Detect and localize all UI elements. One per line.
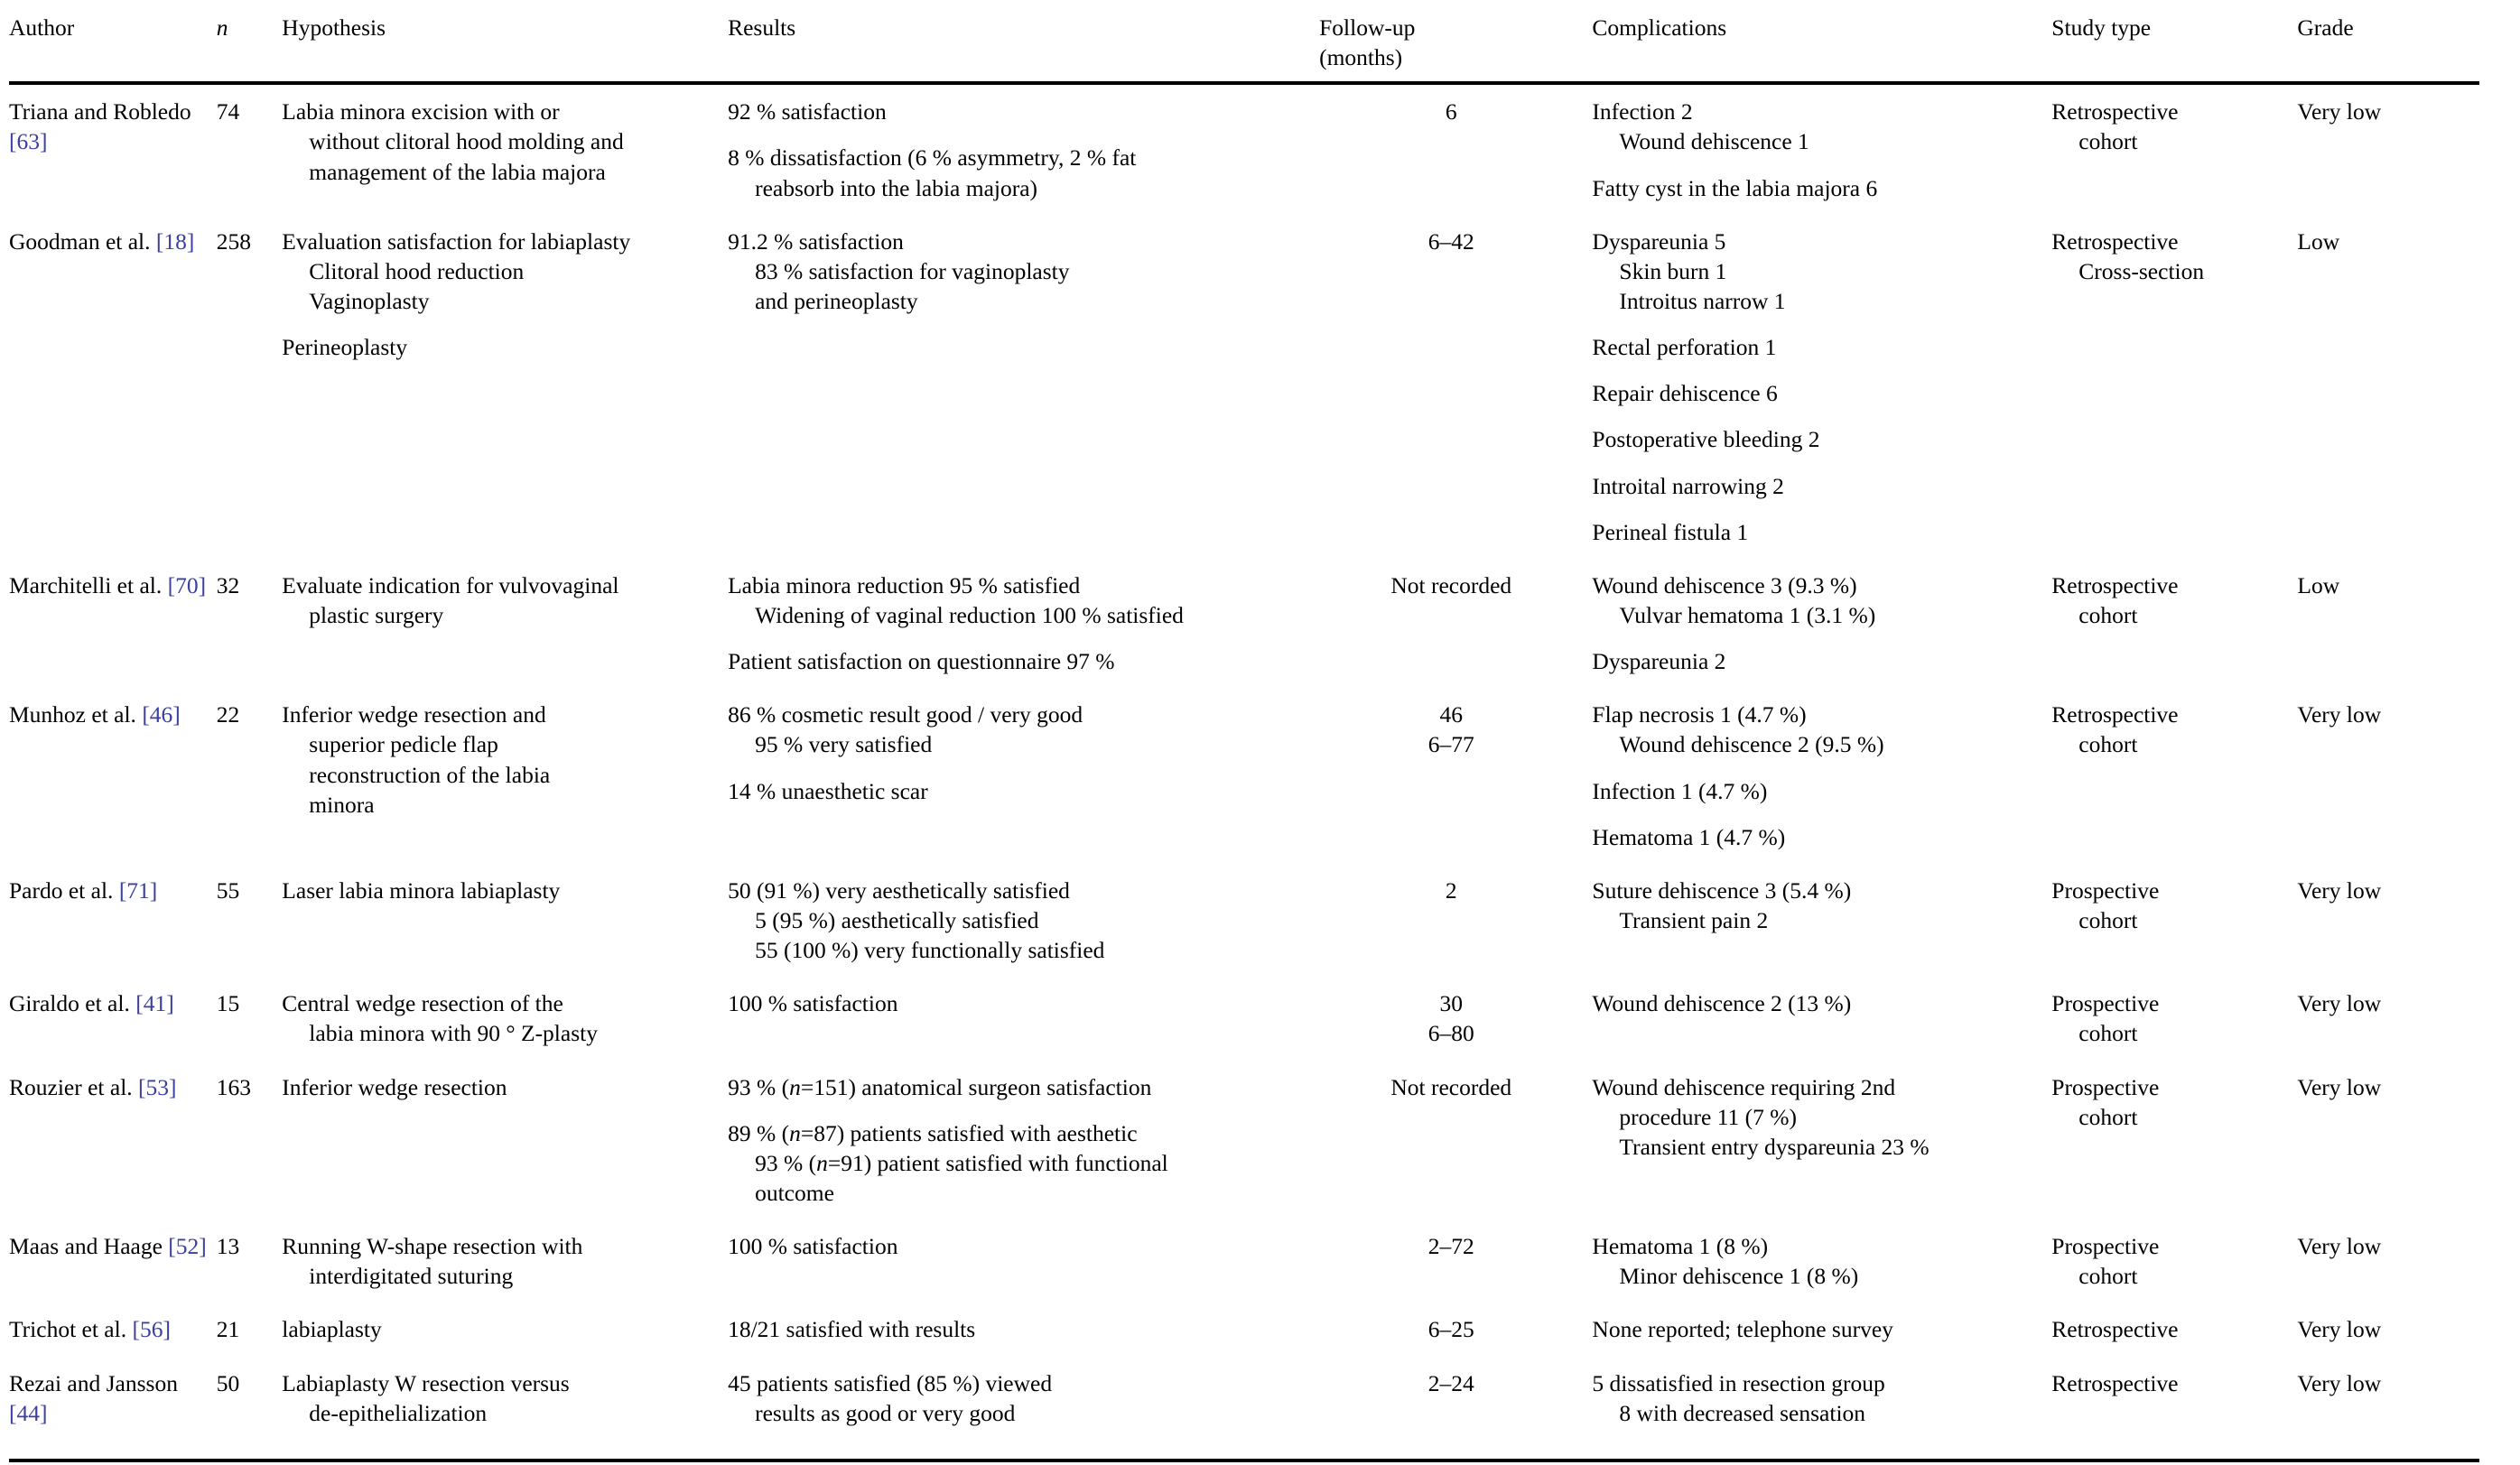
cell-study-type [2051, 1303, 2297, 1356]
results-group [728, 700, 1310, 759]
complications-group [1592, 646, 2042, 676]
cell-grade: Very low [2297, 1233, 2382, 1260]
complications-line: Dyspareunia 5 [1592, 227, 1726, 255]
followup-line: 6–42 [1427, 227, 1474, 255]
reference-link[interactable]: [46] [142, 701, 181, 728]
header-label-followup: Follow-up [1319, 14, 1416, 41]
n-italic: n [816, 1149, 828, 1176]
author-name: Rouzier et al. [9, 1073, 139, 1100]
cell-hypothesis [282, 83, 728, 214]
cell-grade: Very low [2297, 1357, 2479, 1460]
complications-group [1592, 1231, 2042, 1291]
header-label-hypothesis: Hypothesis [282, 14, 386, 41]
complications-group [1592, 97, 2042, 156]
cell-results [728, 977, 1319, 1060]
study-type-line: Retrospective [2051, 571, 2179, 598]
study-type-line: Prospective [2051, 876, 2160, 904]
results-group [728, 1118, 1310, 1208]
complications-group [1592, 570, 2042, 630]
cell-author [9, 688, 217, 864]
complications-line: Transient entry dyspareunia 23 % [1619, 1133, 1930, 1160]
study-type-line: Prospective [2051, 990, 2160, 1017]
cell-author [9, 1303, 217, 1356]
cell-author [9, 864, 217, 977]
cell-followup [1319, 1303, 1592, 1356]
table-body [9, 83, 2479, 1460]
complications-line: Repair dehiscence 6 [1592, 380, 1778, 407]
column-header-followup [1319, 0, 1592, 83]
study-type-line: Retrospective [2051, 227, 2179, 255]
results-line: 95 % very satisfied [755, 731, 933, 758]
table-row [9, 1357, 2479, 1460]
results-line: 50 (91 %) very aesthetically satisfied [728, 876, 1070, 904]
cell-grade: Very low [2297, 1073, 2382, 1100]
cell-sample-size: 258 [216, 227, 251, 255]
hypothesis-group [282, 1072, 719, 1102]
cell-sample-size: 55 [216, 876, 240, 904]
cell-results [728, 1357, 1319, 1460]
reference-link[interactable]: [52] [168, 1233, 207, 1260]
study-type-line: Cross-section [2078, 257, 2205, 284]
results-line: 86 % cosmetic result good / very good [728, 701, 1083, 728]
results-line: 5 (95 %) aesthetically satisfied [755, 906, 1039, 933]
study-type-line: cohort [2078, 601, 2138, 628]
cell-hypothesis [282, 215, 728, 559]
cell-complications [1592, 1357, 2051, 1460]
hypothesis-group [282, 876, 719, 905]
complications-group [1592, 776, 2042, 806]
hypothesis-line: Labiaplasty W resection versus [282, 1369, 570, 1396]
cell-results [728, 1303, 1319, 1356]
column-header-study-type [2051, 0, 2297, 83]
followup-line: 6–25 [1427, 1316, 1474, 1343]
study-type-line: cohort [2078, 1103, 2138, 1130]
cell-results [728, 688, 1319, 864]
complications-line: Postoperative bleeding 2 [1592, 426, 1820, 453]
complications-line: Hematoma 1 (8 %) [1592, 1233, 1769, 1260]
results-line: 89 % (n=87) patients satisfied with aesthetic [728, 1119, 1138, 1146]
followup-line: 6–80 [1427, 1020, 1474, 1047]
complications-line: Flap necrosis 1 (4.7 %) [1592, 701, 1807, 728]
cell-hypothesis [282, 1219, 728, 1303]
author-name: Marchitelli et al. [9, 571, 168, 598]
header-label-grade: Grade [2297, 14, 2354, 41]
cell-complications [1592, 977, 2051, 1060]
results-group [728, 143, 1310, 202]
cell-author [9, 215, 217, 559]
complications-line: Infection 1 (4.7 %) [1592, 777, 1768, 804]
reference-link[interactable]: [41] [135, 990, 174, 1017]
results-group [728, 570, 1310, 630]
hypothesis-line: Clitoral hood reduction [309, 257, 525, 284]
complications-group [1592, 876, 2042, 935]
hypothesis-group [282, 227, 719, 316]
results-line: 45 patients satisfied (85 %) viewed [728, 1369, 1053, 1396]
table-row [9, 83, 2479, 214]
cell-complications [1592, 83, 2051, 214]
results-line: Widening of vaginal reduction 100 % satisfied [755, 601, 1184, 628]
cell-study-type [2051, 215, 2297, 559]
followup-line: Not recorded [1390, 571, 1512, 598]
column-header-author [9, 0, 217, 83]
complications-group [1592, 1368, 2042, 1428]
results-line: 83 % satisfaction for vaginoplasty [755, 257, 1070, 284]
table-row [9, 215, 2479, 559]
cell-author [9, 977, 217, 1060]
header-label-followup-units: (months) [1319, 44, 1403, 71]
results-line: and perineoplasty [755, 287, 918, 314]
study-type-line: cohort [2078, 1263, 2138, 1290]
complications-line: Introital narrowing 2 [1592, 472, 1784, 499]
followup-line: 6 [1445, 98, 1457, 125]
results-group [728, 227, 1310, 316]
header-row [9, 0, 2479, 83]
results-line: 100 % satisfaction [728, 990, 898, 1017]
reference-link[interactable]: [63] [9, 128, 48, 155]
cell-study-type [2051, 977, 2297, 1060]
hypothesis-line: Inferior wedge resection [282, 1073, 507, 1100]
author-name: Trichot et al. [9, 1316, 133, 1343]
results-line: 8 % dissatisfaction (6 % asymmetry, 2 % fat [728, 144, 1137, 172]
cell-author [9, 83, 217, 214]
cell-followup [1319, 83, 1592, 214]
results-group [728, 97, 1310, 126]
cell-grade: Very low [2297, 1316, 2382, 1343]
column-header-results [728, 0, 1319, 83]
hypothesis-line: reconstruction of the labia [309, 761, 551, 788]
complications-group [1592, 227, 2042, 316]
reference-link[interactable]: [53] [138, 1073, 177, 1100]
hypothesis-line: interdigitated suturing [309, 1263, 514, 1290]
cell-study-type [2051, 1061, 2297, 1220]
cell-hypothesis [282, 864, 728, 977]
cell-followup [1319, 1061, 1592, 1220]
cell-complications [1592, 1303, 2051, 1356]
cell-sample-size: 22 [216, 701, 240, 728]
n-italic: n [789, 1073, 801, 1100]
followup-line: 2–72 [1427, 1233, 1474, 1260]
cell-complications [1592, 688, 2051, 864]
reference-link[interactable]: [44] [9, 1399, 48, 1426]
cell-author [9, 1061, 217, 1220]
complications-line: 8 with decreased sensation [1619, 1399, 1866, 1426]
cell-results [728, 559, 1319, 688]
hypothesis-group [282, 1231, 719, 1291]
results-line: reabsorb into the labia majora) [755, 174, 1038, 201]
hypothesis-line: without clitoral hood molding and [309, 128, 624, 155]
cell-followup [1319, 688, 1592, 864]
reference-link[interactable]: [18] [155, 227, 195, 255]
cell-grade: Low [2297, 571, 2340, 598]
results-line: results as good or very good [755, 1399, 1016, 1426]
cell-results [728, 864, 1319, 977]
author-name: Goodman et al. [9, 227, 156, 255]
complications-line: Wound dehiscence 2 (13 %) [1592, 990, 1852, 1017]
cell-grade: Very low [2297, 990, 2382, 1017]
cell-followup [1319, 215, 1592, 559]
complications-line: Infection 2 [1592, 98, 1693, 125]
hypothesis-line: management of the labia majora [309, 158, 606, 185]
complications-line: 5 dissatisfied in resection group [1592, 1369, 1885, 1396]
study-type-line: cohort [2078, 731, 2138, 758]
table-row [9, 559, 2479, 688]
complications-group [1592, 700, 2042, 759]
cell-grade: Very low [2297, 701, 2382, 728]
cell-sample-size: 163 [216, 1073, 251, 1100]
study-type-line: Retrospective [2051, 1316, 2179, 1343]
author-name: Triana and Robledo [9, 98, 191, 125]
hypothesis-group [282, 332, 719, 362]
hypothesis-line: labia minora with 90 ° Z-plasty [309, 1020, 598, 1047]
complications-line: Suture dehiscence 3 (5.4 %) [1592, 876, 1852, 904]
reference-link[interactable]: [71] [118, 876, 158, 904]
table-row [9, 688, 2479, 864]
hypothesis-line: plastic surgery [309, 601, 444, 628]
complications-line: Dyspareunia 2 [1592, 648, 1726, 675]
column-header-complications [1592, 0, 2051, 83]
hypothesis-line: Evaluate indication for vulvovaginal [282, 571, 619, 598]
results-group [728, 988, 1310, 1018]
cell-author [9, 1357, 217, 1460]
author-name: Giraldo et al. [9, 990, 136, 1017]
hypothesis-line: Perineoplasty [282, 334, 408, 361]
table-row [9, 977, 2479, 1060]
cell-results [728, 83, 1319, 214]
complications-line: Minor dehiscence 1 (8 %) [1619, 1263, 1859, 1290]
table-header [9, 0, 2479, 83]
author-name: Maas and Haage [9, 1233, 169, 1260]
hypothesis-group [282, 570, 719, 630]
complications-group [1592, 471, 2042, 501]
complications-line: Fatty cyst in the labia majora 6 [1592, 174, 1878, 201]
reference-link[interactable]: [70] [167, 571, 207, 598]
cell-study-type [2051, 1219, 2297, 1303]
results-group [728, 876, 1310, 965]
complications-group [1592, 332, 2042, 362]
cell-grade: Very low [2297, 98, 2382, 125]
followup-line: 30 [1439, 990, 1463, 1017]
cell-study-type [2051, 1357, 2297, 1460]
followup-line: 2–24 [1427, 1369, 1474, 1396]
complications-line: procedure 11 (7 %) [1619, 1103, 1797, 1130]
results-group [728, 1368, 1310, 1428]
cell-sample-size: 13 [216, 1233, 240, 1260]
hypothesis-line: Central wedge resection of the [282, 990, 563, 1017]
followup-line: 2 [1445, 876, 1457, 904]
cell-complications [1592, 864, 2051, 977]
study-type-line: Retrospective [2051, 1369, 2179, 1396]
cell-hypothesis [282, 1303, 728, 1356]
study-type-line: Prospective [2051, 1073, 2160, 1100]
complications-line: Hematoma 1 (4.7 %) [1592, 823, 1786, 850]
followup-line: 46 [1439, 701, 1463, 728]
cell-study-type [2051, 688, 2297, 864]
header-label-n: n [216, 14, 228, 41]
hypothesis-group [282, 700, 719, 820]
cell-complications [1592, 215, 2051, 559]
cell-hypothesis [282, 977, 728, 1060]
complications-line: Wound dehiscence 2 (9.5 %) [1619, 731, 1884, 758]
column-header-n [217, 0, 283, 83]
column-header-hypothesis [282, 0, 728, 83]
results-line: 18/21 satisfied with results [728, 1316, 976, 1343]
table-row [9, 1219, 2479, 1303]
complications-line: Introitus narrow 1 [1619, 287, 1786, 314]
cell-hypothesis [282, 1061, 728, 1220]
hypothesis-line: superior pedicle flap [309, 731, 498, 758]
results-line: Labia minora reduction 95 % satisfied [728, 571, 1081, 598]
cell-study-type [2051, 559, 2297, 688]
cell-study-type [2051, 864, 2297, 977]
complications-group [1592, 1314, 2042, 1344]
cell-complications [1592, 1061, 2051, 1220]
hypothesis-group [282, 988, 719, 1048]
table-row [9, 1061, 2479, 1220]
cell-results [728, 1061, 1319, 1220]
results-group [728, 1314, 1310, 1344]
complications-line: Wound dehiscence 3 (9.3 %) [1592, 571, 1857, 598]
author-name: Pardo et al. [9, 876, 119, 904]
cell-sample-size: 21 [216, 1316, 240, 1343]
study-type-line: Retrospective [2051, 701, 2179, 728]
hypothesis-line: Evaluation satisfaction for labiaplasty [282, 227, 631, 255]
hypothesis-group [282, 1368, 719, 1428]
cell-results [728, 215, 1319, 559]
results-line: 14 % unaesthetic scar [728, 777, 928, 804]
complications-line: Wound dehiscence 1 [1619, 128, 1809, 155]
cell-sample-size: 74 [216, 98, 240, 125]
cell-complications [1592, 559, 2051, 688]
results-group [728, 1072, 1310, 1102]
reference-link[interactable]: [56] [132, 1316, 171, 1343]
results-line: 92 % satisfaction [728, 98, 887, 125]
hypothesis-group [282, 1314, 719, 1344]
complications-line: Perineal fistula 1 [1592, 518, 1749, 545]
complications-group [1592, 378, 2042, 408]
cell-hypothesis [282, 559, 728, 688]
author-name: Rezai and Jansson [9, 1369, 178, 1396]
cell-sample-size: 32 [216, 571, 240, 598]
cell-hypothesis [282, 688, 728, 864]
results-line: 100 % satisfaction [728, 1233, 898, 1260]
n-italic: n [789, 1119, 801, 1146]
hypothesis-line: Inferior wedge resection and [282, 701, 546, 728]
header-label-study-type: Study type [2051, 14, 2152, 41]
cell-author [9, 559, 217, 688]
results-group [728, 646, 1310, 676]
cell-followup [1319, 977, 1592, 1060]
cell-sample-size: 50 [217, 1357, 283, 1460]
hypothesis-line: minora [309, 791, 375, 818]
table-row [9, 1303, 2479, 1356]
complications-group [1592, 424, 2042, 454]
complications-group [1592, 988, 2042, 1018]
complications-group [1592, 517, 2042, 547]
author-name: Munhoz et al. [9, 701, 143, 728]
followup-line: Not recorded [1390, 1073, 1512, 1100]
study-comparison-table [9, 0, 2479, 1462]
table-row [9, 864, 2479, 977]
hypothesis-line: Vaginoplasty [309, 287, 430, 314]
complications-line: None reported; telephone survey [1592, 1316, 1893, 1343]
cell-followup [1319, 864, 1592, 977]
cell-study-type [2051, 83, 2297, 214]
complications-line: Wound dehiscence requiring 2nd [1592, 1073, 1896, 1100]
study-type-line: Retrospective [2051, 98, 2179, 125]
cell-followup [1319, 559, 1592, 688]
complications-group [1592, 822, 2042, 852]
cell-grade: Low [2297, 227, 2340, 255]
cell-complications [1592, 1219, 2051, 1303]
cell-results [728, 1219, 1319, 1303]
hypothesis-line: Laser labia minora labiaplasty [282, 876, 561, 904]
results-group [728, 776, 1310, 806]
complications-line: Skin burn 1 [1619, 257, 1727, 284]
header-label-complications: Complications [1592, 14, 1727, 41]
hypothesis-line: de-epithelialization [309, 1399, 488, 1426]
hypothesis-line: labiaplasty [282, 1316, 382, 1343]
complications-line: Vulvar hematoma 1 (3.1 %) [1619, 601, 1876, 628]
results-line: 93 % (n=91) patient satisfied with functional [755, 1149, 1168, 1176]
cell-hypothesis [282, 1357, 728, 1460]
cell-sample-size: 15 [216, 990, 240, 1017]
results-group [728, 1231, 1310, 1261]
cell-followup [1319, 1219, 1592, 1303]
results-line: Patient satisfaction on questionnaire 97 % [728, 648, 1115, 675]
study-type-line: cohort [2078, 128, 2138, 155]
cell-grade: Very low [2297, 876, 2382, 904]
column-header-grade [2297, 0, 2479, 83]
hypothesis-group [282, 97, 719, 186]
results-line: outcome [755, 1179, 834, 1206]
followup-line: 6–77 [1427, 731, 1474, 758]
results-line: 55 (100 %) very functionally satisfied [755, 937, 1105, 964]
cell-followup [1319, 1357, 1592, 1460]
results-line: 93 % (n=151) anatomical surgeon satisfaction [728, 1073, 1152, 1100]
header-label-results: Results [728, 14, 796, 41]
complications-line: Transient pain 2 [1619, 906, 1769, 933]
cell-author [9, 1219, 217, 1303]
results-line: 91.2 % satisfaction [728, 227, 904, 255]
complications-line: Rectal perforation 1 [1592, 334, 1777, 361]
header-label-author: Author [9, 14, 75, 41]
hypothesis-line: Labia minora excision with or [282, 98, 560, 125]
complications-group [1592, 1072, 2042, 1162]
study-type-line: Prospective [2051, 1233, 2160, 1260]
study-type-line: cohort [2078, 1020, 2138, 1047]
study-type-line: cohort [2078, 906, 2138, 933]
complications-group [1592, 173, 2042, 203]
hypothesis-line: Running W-shape resection with [282, 1233, 583, 1260]
